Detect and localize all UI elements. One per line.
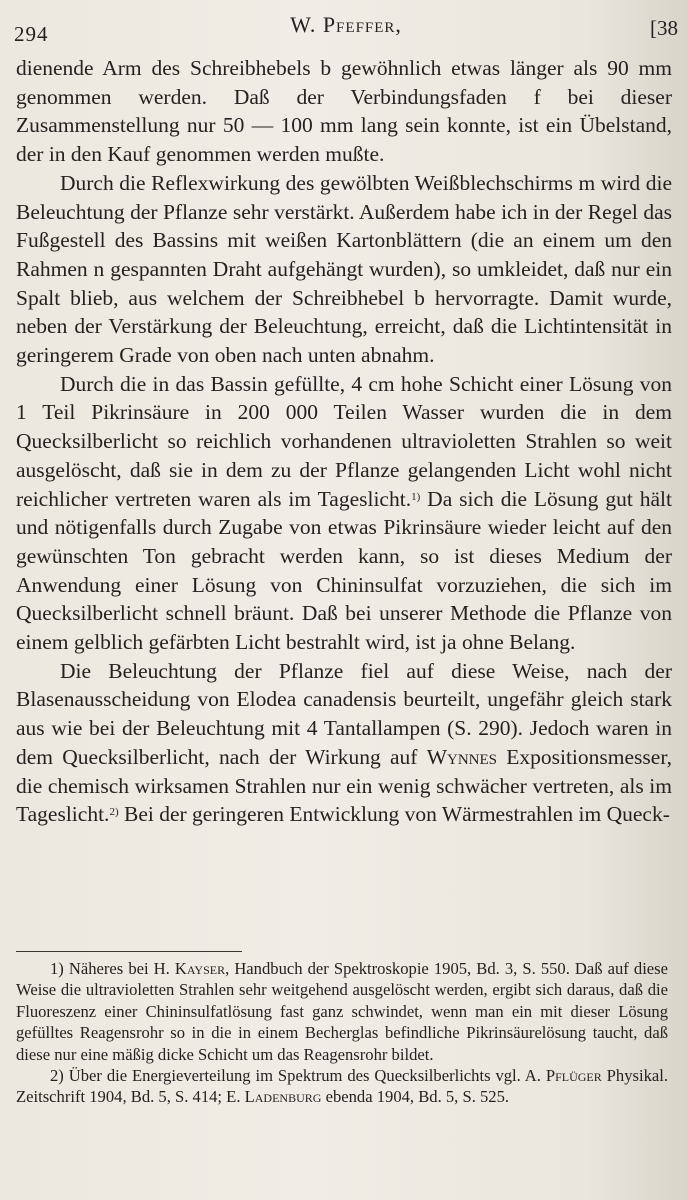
footnote-1-marker: 1) [50,959,64,978]
paragraph-3-text-a: Durch die in das Bassin gefüllte, 4 cm hohe Schicht einer Lösung von 1 Teil Pikrinsäure in 200 000 Teilen Wasser wurden die in dem Quecksilberlicht so reichlich vorhandenen ultravioletten Strahlen so weit ausgelöscht, daß sie in dem zu der Pflanze gelangenden Licht wohl nicht reichlicher vertreten waren als im Tageslicht. [16,371,672,511]
name-wynnes: Wynnes [426,744,497,769]
name-ladenburg: Ladenburg [244,1087,322,1107]
footnote-separator [16,951,242,952]
running-header [14,10,678,46]
paragraph-3-text-b: Da sich die Lösung gut hält und nötigenfalls durch Zugabe von etwas Pikrinsäure wieder leicht auf den gewünschten Ton gebracht werden kann, so ist dieses Medium der Anwendung einer Lösung von Chininsulfat vorzuziehen, die sich im Quecksilberlicht schnell bräunt. Daß bei unserer Methode die Pflanze von einem gelblich gefärbten Licht bestrahlt wird, ist ja ohne Belang. [16,486,672,655]
page-number: 294 [14,22,49,46]
footnote-1-text-b: , Handbuch der Spektroskopie 1905, Bd. 3, S. 550. Daß auf diese Weise die ultravioletten Strahlen sehr weitgehend ausgelöscht werden, ergibt sich daraus, daß die Fluoreszenz einer Chininsulfatlösung fast ganz schwindet, wenn man ein mit dieser Lösung gefülltes Reagensrohr so in die in einem Becherglas befindliche Pikrinsäurelösung taucht, daß diese nur eine mäßig dicke Schicht um das Reagensrohr bildet. [16,959,668,1064]
footnote-2-marker: 2) [50,1066,64,1086]
paragraph-3 [16,370,672,657]
paragraph-4 [16,657,672,829]
footnote-2-text-a: Über die Energieverteilung im Spektrum des Quecksilberlichts vgl. A. [63,1066,546,1086]
paragraph-2: Durch die Reflexwirkung des gewölbten Weißblechschirms m wird die Beleuchtung der Pflanze sehr verstärkt. Außerdem habe ich in der Regel das Fußgestell des Bassins mit weißen Kartonblättern (die an einem um den Rahmen n gespannten Draht aufgehängt wurden), so umkleidet, daß nur ein Spalt blieb, aus welchem der Schreibhebel b hervorragte. Damit wurde, neben der Verstärkung der Beleuchtung, erreicht, daß die Lichtintensität in geringerem Grade von oben nach unten abnahm. [16,170,672,368]
footnote-2-text-c: ebenda 1904, Bd. 5, S. 525. [321,1087,510,1107]
footnote-ref-1: 1) [411,490,421,503]
footnote-ref-2: 2) [109,806,119,819]
running-title-author: W. Pfeffer, [290,12,402,37]
footnotes [16,958,668,1108]
paragraph-4-text-c: Bei der geringeren Entwicklung von Wärmestrahlen im Queck- [118,802,670,827]
name-pflueger: Pflüger [545,1066,602,1086]
footnote-1-text-a: Näheres bei H. [63,959,175,978]
paragraph-4-text-a: Die Beleuchtung der Pflanze fiel auf diese Weise, nach der Blasenausscheidung von Elodea canadensis beurteilt, ungefähr gleich stark aus wie bei der Beleuchtung mit 4 Tantallampen (S. 290). Jedoch waren in dem Quecksilberlicht, nach der Wirkung auf [16,658,672,769]
name-kayser: Kayser [174,959,226,978]
footnote-1 [16,958,668,1065]
main-text [16,54,672,829]
paragraph-4-text-b: Expositionsmesser, die chemisch wirksamen Strahlen nur ein wenig schwächer vertreten, als im Tageslicht. [16,744,672,827]
paragraph-1: dienende Arm des Schreibhebels b gewöhnlich etwas länger als 90 mm genommen werden. Daß der Verbindungsfaden f bei dieser Zusammenstellung nur 50 — 100 mm lang sein konnte, ist ein Übelstand, der in den Kauf genommen werden mußte. [16,56,672,167]
signature-mark: [38 [650,16,678,40]
footnote-2-text-b: Physikal. Zeitschrift 1904, Bd. 5, S. 414; E. [16,1066,668,1107]
footnote-2 [16,1065,668,1108]
